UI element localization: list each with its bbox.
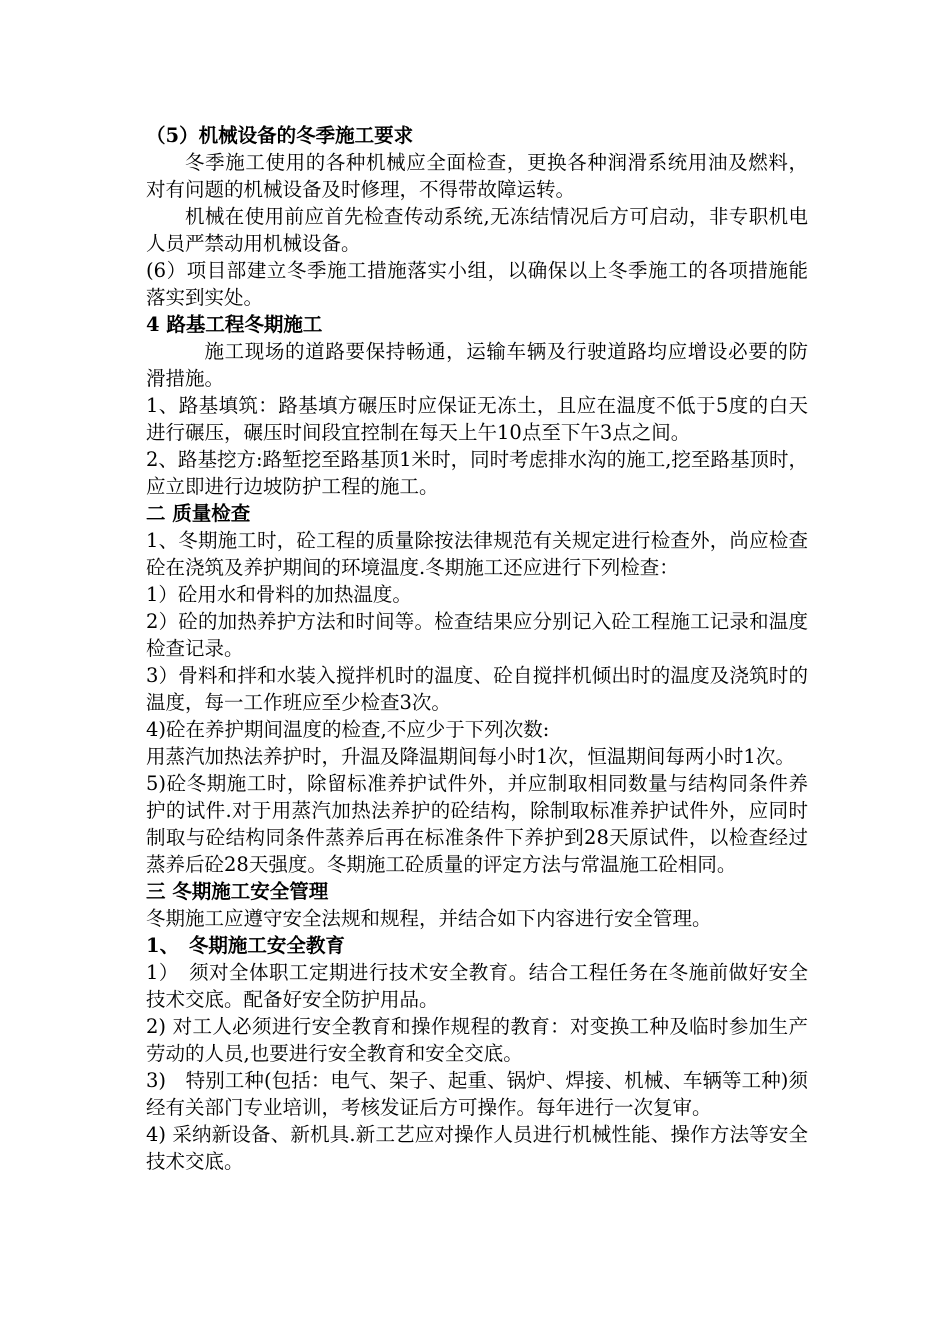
heading-safety-education: 1、 冬期施工安全教育 (146, 934, 345, 957)
paragraph: (6）项目部建立冬季施工措施落实小组，以确保以上冬季施工的各项措施能落实到实处。 (146, 259, 808, 309)
paragraph: 施工现场的道路要保持畅通，运输车辆及行驶道路均应增设必要的防滑措施。 (146, 340, 808, 390)
list-item: 1） 须对全体职工定期进行技术安全教育。结合工程任务在冬施前做好安全技术交底。配备好安全防护用品。 (146, 961, 808, 1011)
paragraph: 用蒸汽加热法养护时，升温及降温期间每小时1次，恒温期间每两小时1次。 (146, 745, 795, 768)
list-item: 4) 采纳新设备、新机具.新工艺应对操作人员进行机械性能、操作方法等安全技术交底。 (146, 1123, 808, 1173)
heading-quality-check: 二 质量检查 (146, 502, 251, 525)
paragraph: 冬期施工应遵守安全法规和规程，并结合如下内容进行安全管理。 (146, 907, 712, 930)
list-item: 3）骨料和拌和水装入搅拌机时的温度、砼自搅拌机倾出时的温度及浇筑时的温度，每一工作班应至少检查3次。 (146, 664, 808, 714)
paragraph: 机械在使用前应首先检查传动系统,无冻结情况后方可启动，非专职机电人员严禁动用机械设备。 (146, 205, 808, 255)
paragraph: 冬季施工使用的各种机械应全面检查，更换各种润滑系统用油及燃料，对有问题的机械设备及时修理，不得带故障运转。 (146, 151, 808, 201)
heading-roadbed: 4 路基工程冬期施工 (146, 313, 323, 336)
list-item: 4)砼在养护期间温度的检查,不应少于下列次数: (146, 718, 550, 741)
list-item: 2) 对工人必须进行安全教育和操作规程的教育：对变换工种及临时参加生产劳动的人员,也要进行安全教育和安全交底。 (146, 1015, 808, 1065)
paragraph: 1、路基填筑：路基填方碾压时应保证无冻土，且应在温度不低于5度的白天进行碾压，碾压时间段宜控制在每天上午10点至下午3点之间。 (146, 394, 808, 444)
paragraph: 1、冬期施工时，砼工程的质量除按法律规范有关规定进行检查外，尚应检查砼在浇筑及养护期间的环境温度.冬期施工还应进行下列检查： (146, 529, 808, 579)
paragraph: 2、路基挖方:路堑挖至路基顶1米时，同时考虑排水沟的施工,挖至路基顶时，应立即进行边坡防护工程的施工。 (146, 448, 808, 498)
list-item: 5)砼冬期施工时，除留标准养护试件外，并应制取相同数量与结构同条件养护的试件.对于用蒸汽加热法养护的砼结构，除制取标准养护试件外，应同时制取与砼结构同条件蒸养后再在标准条件下养护到28天原试件，以检查经过蒸养后砼28天强度。冬期施工砼质量的评定方法与常温施工砼相同。 (146, 772, 808, 876)
list-item: 1）砼用水和骨料的加热温度。 (146, 583, 412, 606)
heading-safety-management: 三 冬期施工安全管理 (146, 880, 329, 903)
document-body (146, 122, 808, 1175)
list-item: 2）砼的加热养护方法和时间等。检查结果应分别记入砼工程施工记录和温度检查记录。 (146, 610, 808, 660)
list-item: 3) 特别工种(包括：电气、架子、起重、锅炉、焊接、机械、车辆等工种)须经有关部门专业培训，考核发证后方可操作。每年进行一次复审。 (146, 1069, 808, 1119)
heading-machinery: （5）机械设备的冬季施工要求 (146, 124, 414, 147)
